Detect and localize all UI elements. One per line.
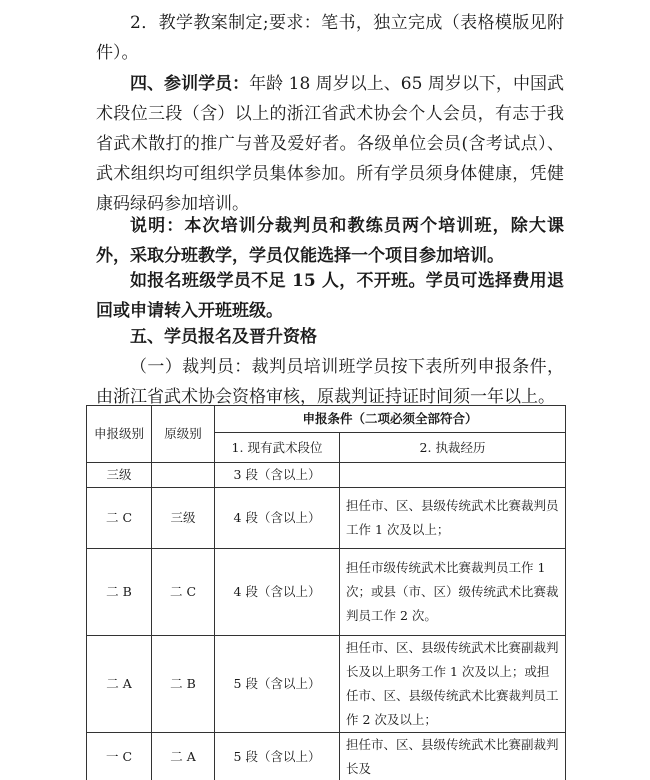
cell-original bbox=[152, 463, 215, 488]
header-level: 申报级别 bbox=[87, 406, 152, 463]
referee-requirements-table bbox=[86, 405, 566, 780]
table-row bbox=[87, 636, 566, 733]
section-heading-trainees: 四、参训学员： bbox=[130, 74, 250, 94]
cell-original: 三级 bbox=[152, 488, 215, 549]
table-row bbox=[87, 463, 566, 488]
cell-experience bbox=[340, 463, 566, 488]
paragraph-minimum-enrollment: 如报名班级学员不足 15 人，不开班。学员可选择费用退回或申请转入开班班级。 bbox=[96, 271, 564, 321]
trainees-body: 年龄 18 周岁以上、65 周岁以下，中国武术段位三段（含）以上的浙江省武术协会个人会员，有志于我省武术散打的推广与普及爱好者。各级单位会员(含考试点）、武术组织均可组织学员集体参加。所有学员须身体健康，凭健康码绿码参加培训。 bbox=[96, 74, 564, 214]
cell-duan: 4 段（含以上） bbox=[215, 549, 340, 636]
cell-level: 二 B bbox=[87, 549, 152, 636]
paragraph-note: 说明：本次培训分裁判员和教练员两个培训班，除大课外，采取分班教学，学员仅能选择一个项目参加培训。 bbox=[96, 216, 564, 266]
cell-level: 二 A bbox=[87, 636, 152, 733]
cell-level: 三级 bbox=[87, 463, 152, 488]
cell-duan: 4 段（含以上） bbox=[215, 488, 340, 549]
cell-experience: 担任市、区、县级传统武术比赛裁判员工作 1 次及以上； bbox=[340, 488, 566, 549]
header-original-level: 原级别 bbox=[152, 406, 215, 463]
paragraph-lesson-plan: 2．教学教案制定;要求：笔书，独立完成（表格模版见附件）。 bbox=[96, 13, 564, 63]
cell-duan: 3 段（含以上） bbox=[215, 463, 340, 488]
paragraph-trainees bbox=[96, 69, 564, 219]
cell-experience: 担任市、区、县级传统武术比赛副裁判长及 bbox=[340, 733, 566, 780]
header-experience: 2. 执裁经历 bbox=[340, 433, 566, 463]
cell-original: 二 A bbox=[152, 733, 215, 780]
table-row bbox=[87, 549, 566, 636]
table-row bbox=[87, 488, 566, 549]
cell-experience: 担任市、区、县级传统武术比赛副裁判长及以上职务工作 1 次及以上；或担任市、区、县级传统武术比赛裁判员工作 2 次及以上； bbox=[340, 636, 566, 733]
cell-experience: 担任市级传统武术比赛裁判员工作 1 次；或县（市、区）级传统武术比赛裁判员工作 2 次。 bbox=[340, 549, 566, 636]
cell-level: 二 C bbox=[87, 488, 152, 549]
header-duan: 1. 现有武术段位 bbox=[215, 433, 340, 463]
section-heading-registration: 五、学员报名及晋升资格 bbox=[130, 327, 317, 347]
table-header-row bbox=[87, 406, 566, 433]
cell-level: 一 C bbox=[87, 733, 152, 780]
cell-duan: 5 段（含以上） bbox=[215, 733, 340, 780]
cell-original: 二 C bbox=[152, 549, 215, 636]
table-row bbox=[87, 733, 566, 780]
cell-duan: 5 段（含以上） bbox=[215, 636, 340, 733]
cell-original: 二 B bbox=[152, 636, 215, 733]
header-conditions: 申报条件（二项必须全部符合） bbox=[215, 406, 566, 433]
paragraph-referee-requirements: （一）裁判员：裁判员培训班学员按下表所列申报条件，由浙江省武术协会资格审核，原裁判证持证时间须一年以上。 bbox=[96, 357, 564, 407]
